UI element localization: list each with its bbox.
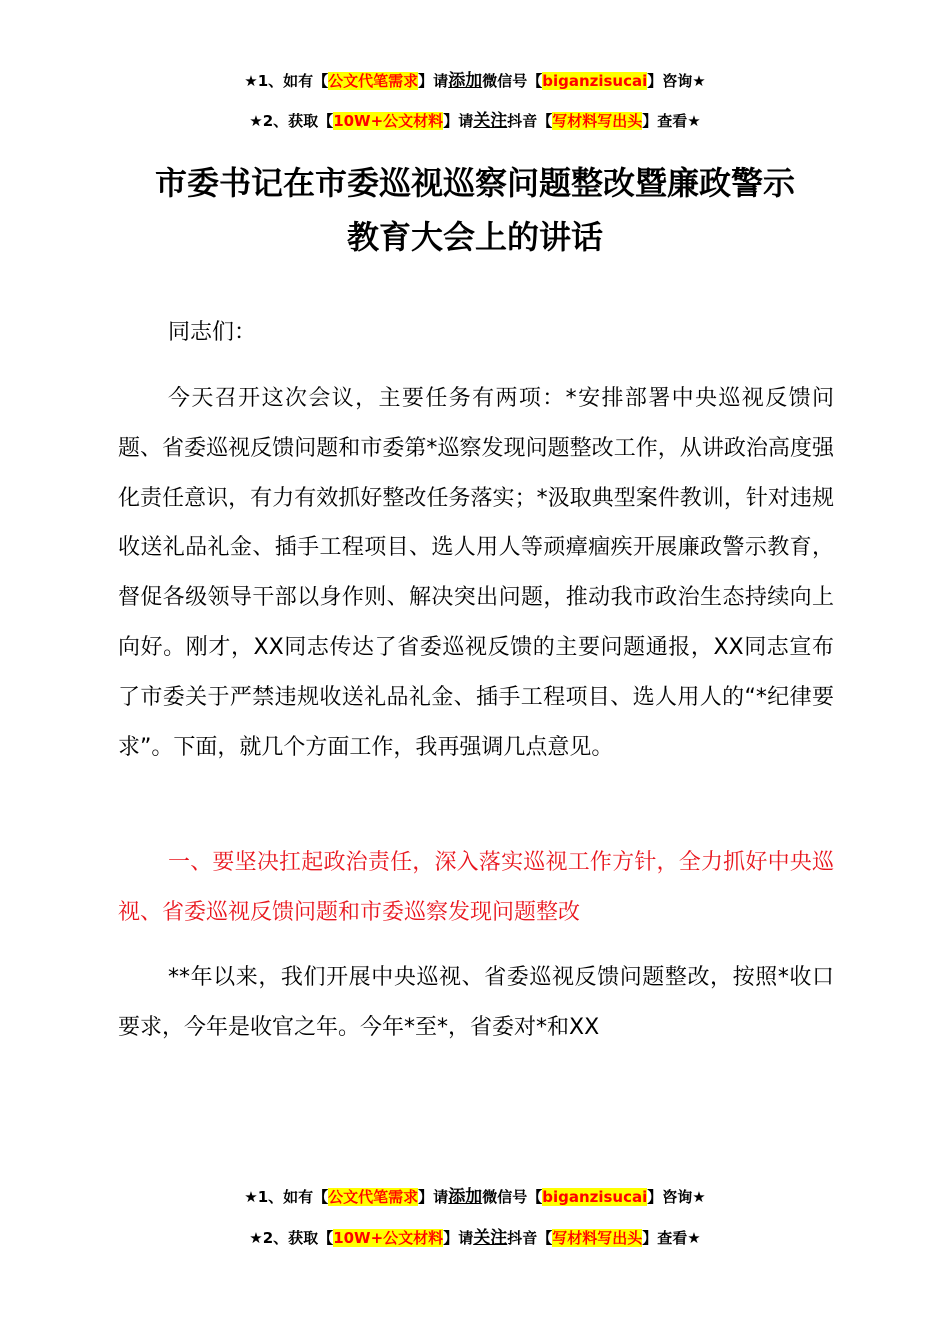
promo-text: 抖音【 (507, 1229, 553, 1247)
promo-text: ★2、获取【 (249, 1229, 334, 1247)
footer-promo-line-2 (0, 1228, 950, 1248)
wechat-id-highlight: biganzisucai (542, 1188, 648, 1206)
salutation: 同志们： (168, 320, 257, 345)
promo-underline: 关注 (473, 111, 508, 131)
promo-text: ★1、如有【 (244, 1188, 329, 1206)
promo-highlight: 10W+公文材料 (333, 1229, 444, 1247)
footer-promo-line-1 (0, 1187, 950, 1207)
promo-text: 抖音【 (507, 112, 553, 130)
title-line-1: 市委书记在市委巡视巡察问题整改暨廉政警示 (154, 164, 795, 202)
paragraph-intro: 今天召开这次会议，主要任务有两项：*安排部署中央巡视反馈问题、省委巡视反馈问题和市委第*巡察发现问题整改工作，从讲政治高度强化责任意识，有力有效抓好整改任务落实；*汲取典型案件教训，针对违规收送礼品礼金、插手工程项目、选人用人等顽瘴痼疾开展廉政警示教育，督促各级领导干部以身作则、解决突出问题，推动我市政治生态持续向上向好。刚才，XX同志传达了省委巡视反馈的主要问题通报，XX同志宣布了市委关于严禁违规收送礼品礼金、插手工程项目、选人用人的“*纪律要求”。下面，就几个方面工作，我再强调几点意见。 (118, 386, 834, 760)
promo-text: ★1、如有【 (244, 72, 329, 90)
wechat-id-highlight: biganzisucai (542, 72, 648, 90)
promo-underline: 添加 (448, 1187, 483, 1207)
section-heading-1: 一、要坚决扛起政治责任，深入落实巡视工作方针，全力抓好中央巡视、省委巡视反馈问题和市委巡察发现问题整改 (118, 850, 834, 925)
douyin-id-highlight: 写材料写出头 (552, 1229, 643, 1247)
promo-text: 】咨询★ (647, 72, 706, 90)
header-promo-line-1 (0, 71, 950, 91)
promo-text: 】请 (418, 72, 449, 90)
douyin-id-highlight: 写材料写出头 (552, 112, 643, 130)
promo-text: 】查看★ (642, 1229, 701, 1247)
promo-underline: 添加 (448, 71, 483, 91)
promo-highlight: 公文代笔需求 (328, 1188, 419, 1206)
promo-text: 】请 (443, 112, 474, 130)
document-title (0, 156, 950, 264)
promo-highlight: 10W+公文材料 (333, 112, 444, 130)
promo-text: 】请 (443, 1229, 474, 1247)
promo-text: 】咨询★ (647, 1188, 706, 1206)
promo-underline: 关注 (473, 1228, 508, 1248)
promo-highlight: 公文代笔需求 (328, 72, 419, 90)
promo-text: 微信号【 (482, 1188, 543, 1206)
promo-text: 】请 (418, 1188, 449, 1206)
promo-text: ★2、获取【 (249, 112, 334, 130)
title-line-2: 教育大会上的讲话 (346, 218, 603, 256)
header-promo-line-2 (0, 111, 950, 131)
paragraph-section-1: **年以来，我们开展中央巡视、省委巡视反馈问题整改，按照*收口要求，今年是收官之年。今年*至*，省委对*和XX (118, 965, 834, 1040)
promo-text: 】查看★ (642, 112, 701, 130)
promo-text: 微信号【 (482, 72, 543, 90)
